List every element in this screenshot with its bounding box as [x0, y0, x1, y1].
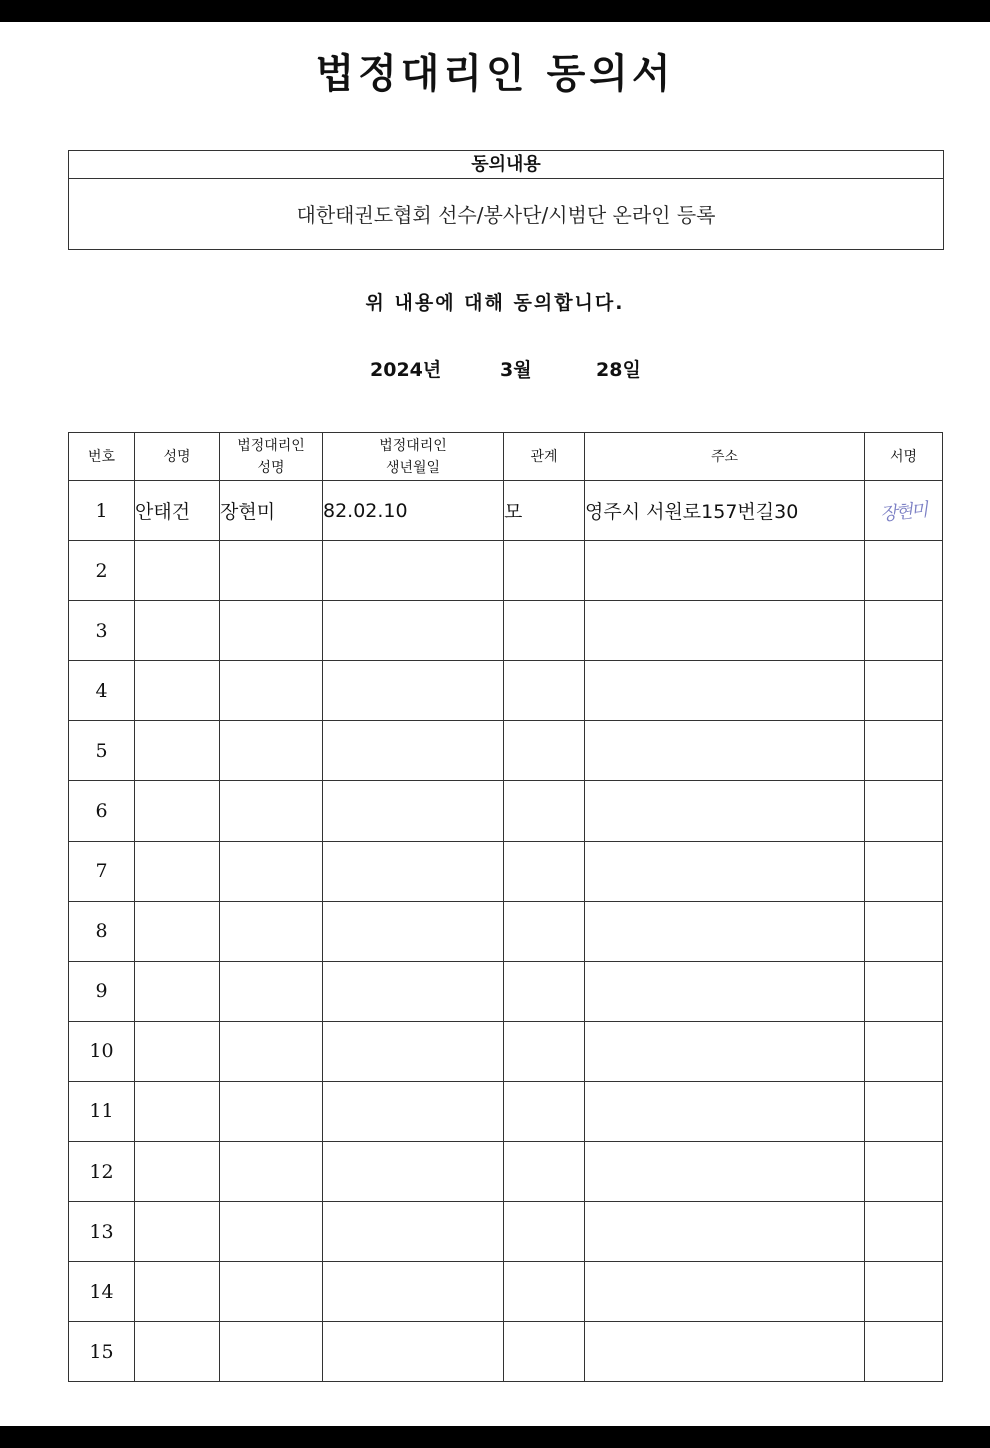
cell-guardian-name [220, 601, 323, 661]
cell-number: 14 [69, 1262, 135, 1322]
header-signature: 서명 [865, 433, 943, 481]
cell-relation [504, 841, 585, 901]
cell-address [585, 661, 865, 721]
cell-address [585, 1021, 865, 1081]
cell-guardian-name [220, 1021, 323, 1081]
cell-address [585, 961, 865, 1021]
cell-relation [504, 1322, 585, 1382]
cell-signature [865, 1322, 943, 1382]
table-row [69, 841, 943, 901]
cell-name [135, 1262, 220, 1322]
consent-content-box [68, 150, 944, 250]
header-guardian-name: 법정대리인 성명 [220, 433, 323, 481]
table-row [69, 1202, 943, 1262]
document-title: 법정대리인 동의서 [315, 51, 675, 97]
cell-guardian-birth [323, 541, 504, 601]
handwritten-signature: 장현미 [879, 499, 928, 525]
cell-guardian-name [220, 781, 323, 841]
cell-signature [865, 1202, 943, 1262]
cell-relation [504, 541, 585, 601]
cell-name [135, 901, 220, 961]
table-row [69, 1262, 943, 1322]
cell-address [585, 1262, 865, 1322]
cell-name: 안태건 [135, 481, 220, 541]
cell-name [135, 961, 220, 1021]
cell-relation [504, 1142, 585, 1202]
header-name: 성명 [135, 433, 220, 481]
cell-signature [865, 961, 943, 1021]
cell-number: 11 [69, 1081, 135, 1141]
cell-name [135, 781, 220, 841]
cell-number: 6 [69, 781, 135, 841]
cell-guardian-birth [323, 1262, 504, 1322]
cell-number: 12 [69, 1142, 135, 1202]
table-header-row [69, 433, 943, 481]
header-guardian-birth: 법정대리인 생년월일 [323, 433, 504, 481]
cell-guardian-birth [323, 781, 504, 841]
cell-relation [504, 781, 585, 841]
cell-guardian-name [220, 1081, 323, 1141]
cell-number: 7 [69, 841, 135, 901]
cell-relation [504, 961, 585, 1021]
cell-signature [865, 781, 943, 841]
cell-guardian-name [220, 541, 323, 601]
cell-name [135, 1202, 220, 1262]
cell-name [135, 1142, 220, 1202]
cell-signature [865, 541, 943, 601]
cell-name [135, 841, 220, 901]
date-day: 28일 [596, 359, 641, 381]
cell-guardian-birth [323, 961, 504, 1021]
cell-guardian-birth [323, 1202, 504, 1262]
cell-number: 2 [69, 541, 135, 601]
cell-guardian-name [220, 1142, 323, 1202]
cell-signature [865, 1021, 943, 1081]
cell-number: 15 [69, 1322, 135, 1382]
cell-relation [504, 1081, 585, 1141]
cell-address [585, 781, 865, 841]
cell-address [585, 1202, 865, 1262]
cell-number: 4 [69, 661, 135, 721]
cell-guardian-name [220, 961, 323, 1021]
table-row [69, 541, 943, 601]
cell-guardian-name [220, 901, 323, 961]
cell-guardian-birth: 82.02.10 [323, 481, 504, 541]
table-row [69, 1142, 943, 1202]
cell-signature [865, 901, 943, 961]
table-row [69, 901, 943, 961]
cell-guardian-name: 장현미 [220, 481, 323, 541]
cell-name [135, 721, 220, 781]
cell-address [585, 1142, 865, 1202]
header-address: 주소 [585, 433, 865, 481]
cell-guardian-birth [323, 1322, 504, 1382]
cell-number: 5 [69, 721, 135, 781]
guardian-table [68, 432, 943, 1382]
table-row [69, 721, 943, 781]
consent-header: 동의내용 [69, 151, 943, 179]
cell-signature [865, 661, 943, 721]
cell-guardian-birth [323, 1081, 504, 1141]
cell-signature [865, 1262, 943, 1322]
cell-signature [865, 1081, 943, 1141]
cell-number: 10 [69, 1021, 135, 1081]
cell-guardian-name [220, 841, 323, 901]
cell-number: 1 [69, 481, 135, 541]
cell-address [585, 901, 865, 961]
cell-relation [504, 1202, 585, 1262]
cell-address [585, 841, 865, 901]
agree-statement: 위 내용에 대해 동의합니다. [365, 292, 625, 314]
cell-guardian-birth [323, 721, 504, 781]
cell-signature [865, 1142, 943, 1202]
table-row [69, 601, 943, 661]
cell-address [585, 1322, 865, 1382]
cell-relation [504, 601, 585, 661]
cell-relation: 모 [504, 481, 585, 541]
cell-address [585, 721, 865, 781]
cell-address [585, 1081, 865, 1141]
cell-name [135, 1081, 220, 1141]
header-number: 번호 [69, 433, 135, 481]
cell-signature [865, 601, 943, 661]
cell-guardian-birth [323, 661, 504, 721]
cell-signature [865, 481, 943, 541]
bottom-border [0, 1426, 990, 1448]
table-row [69, 1081, 943, 1141]
cell-name [135, 541, 220, 601]
date-month: 3월 [500, 359, 532, 381]
table-row [69, 661, 943, 721]
cell-guardian-birth [323, 841, 504, 901]
cell-relation [504, 721, 585, 781]
cell-relation [504, 661, 585, 721]
table-row [69, 481, 943, 541]
table-row [69, 1322, 943, 1382]
cell-guardian-name [220, 1202, 323, 1262]
document-page [0, 22, 990, 1426]
cell-name [135, 1021, 220, 1081]
cell-name [135, 661, 220, 721]
cell-number: 13 [69, 1202, 135, 1262]
cell-number: 3 [69, 601, 135, 661]
cell-name [135, 601, 220, 661]
cell-address: 영주시 서원로157번길30 [585, 481, 865, 541]
cell-guardian-birth [323, 1142, 504, 1202]
cell-guardian-birth [323, 1021, 504, 1081]
consent-body: 대한태권도협회 선수/봉사단/시범단 온라인 등록 [296, 203, 716, 227]
cell-guardian-name [220, 1262, 323, 1322]
cell-name [135, 1322, 220, 1382]
table-row [69, 1021, 943, 1081]
table-row [69, 781, 943, 841]
cell-relation [504, 901, 585, 961]
date-year: 2024년 [370, 359, 442, 381]
cell-signature [865, 841, 943, 901]
header-relation: 관계 [504, 433, 585, 481]
table-row [69, 961, 943, 1021]
cell-guardian-name [220, 1322, 323, 1382]
cell-number: 8 [69, 901, 135, 961]
cell-guardian-birth [323, 601, 504, 661]
cell-relation [504, 1262, 585, 1322]
cell-relation [504, 1021, 585, 1081]
cell-number: 9 [69, 961, 135, 1021]
cell-address [585, 601, 865, 661]
cell-guardian-name [220, 721, 323, 781]
cell-guardian-birth [323, 901, 504, 961]
cell-address [585, 541, 865, 601]
cell-signature [865, 721, 943, 781]
cell-guardian-name [220, 661, 323, 721]
